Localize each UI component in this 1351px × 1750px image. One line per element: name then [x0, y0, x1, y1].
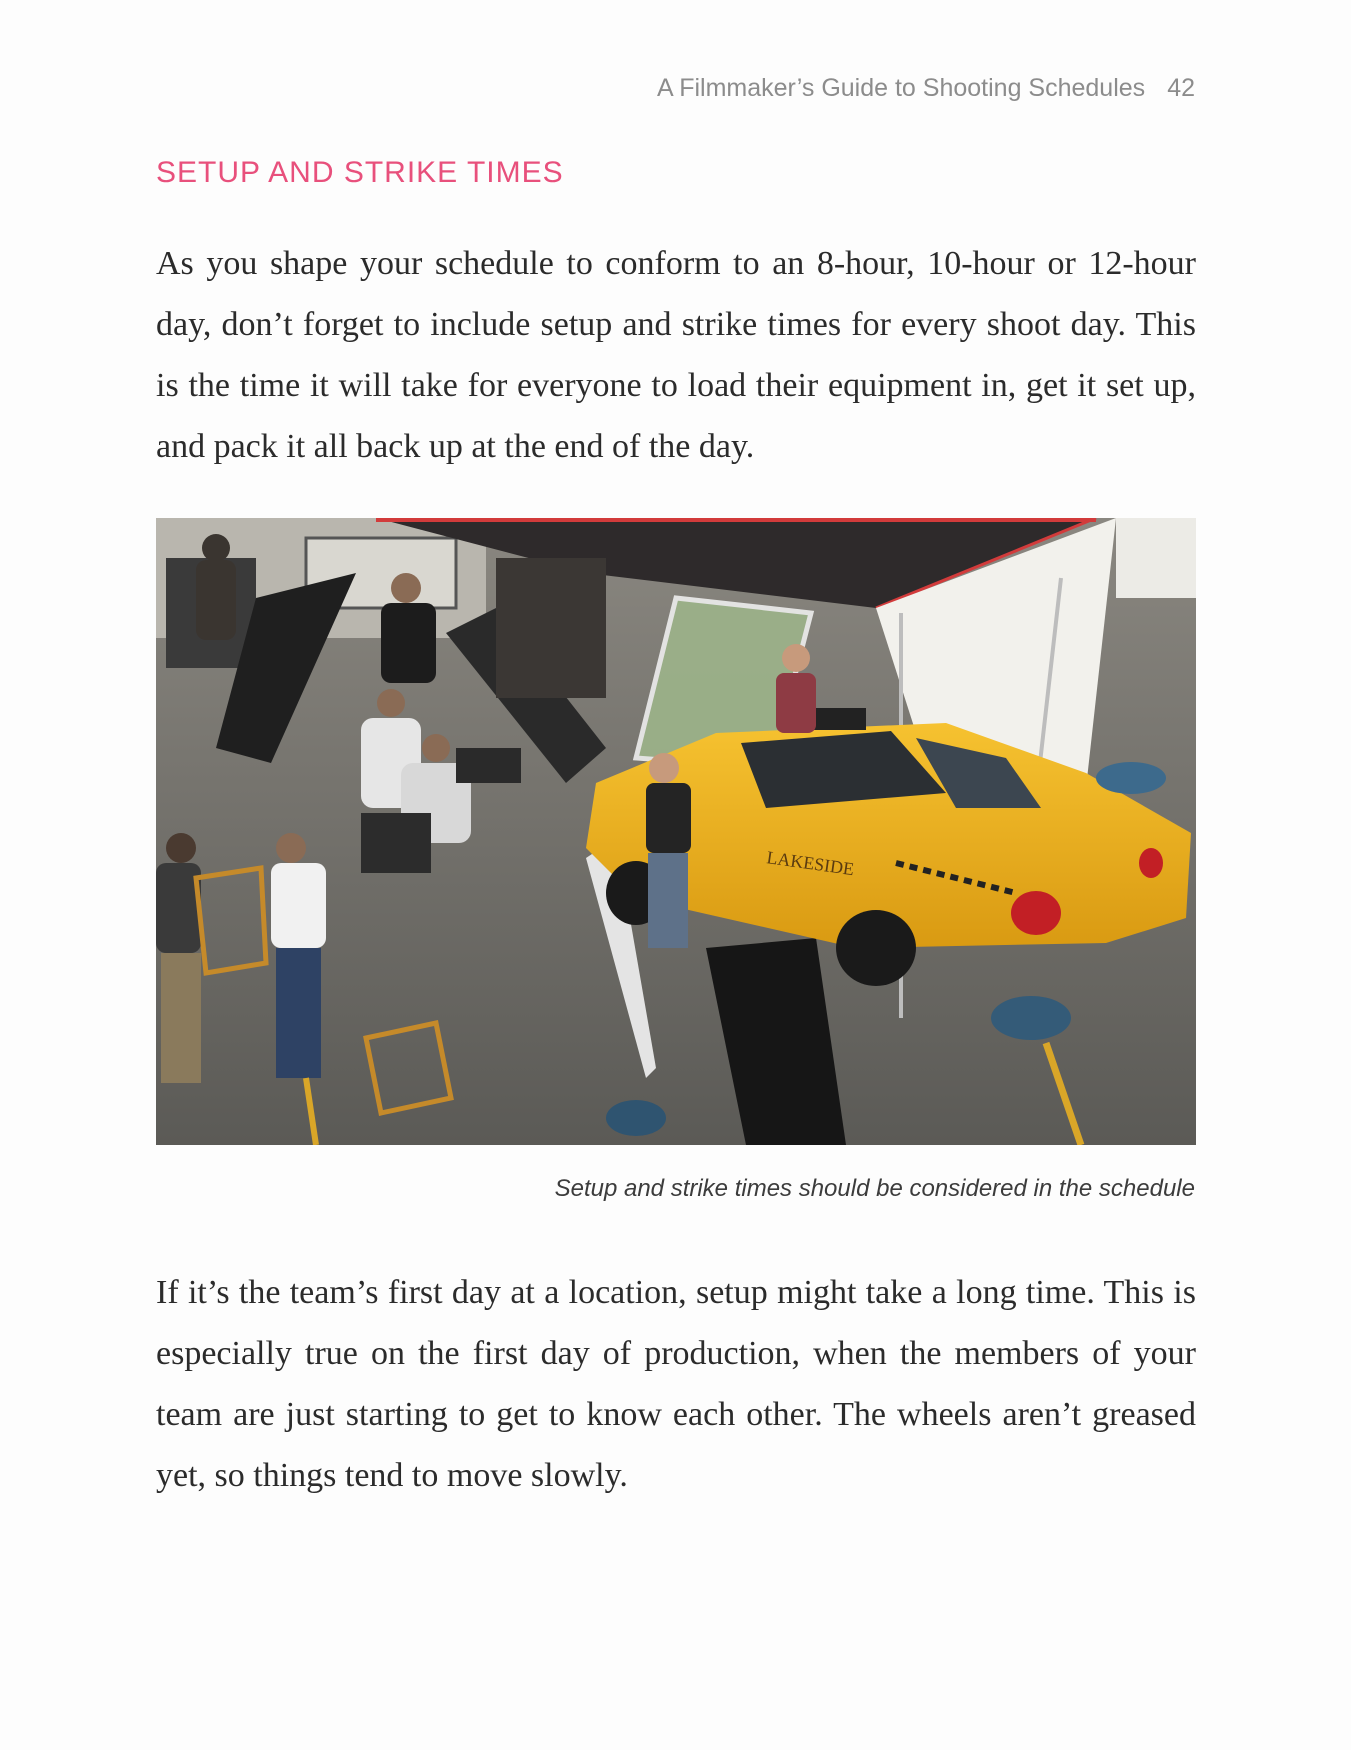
page-number: 42: [1167, 74, 1195, 102]
book-title: A Filmmaker’s Guide to Shooting Schedules: [656, 74, 1146, 102]
taxi-door-lettering: LAKESIDE: [765, 847, 856, 880]
running-header: [657, 74, 1195, 103]
figure-caption: Setup and strike times should be considered in the schedule: [554, 1175, 1195, 1202]
section-heading: SETUP AND STRIKE TIMES: [156, 156, 564, 189]
body-paragraph-2: If it’s the team’s first day at a location, setup might take a long time. This is especially true on the first day of production, when the members of your team are just starting to get to know each other. The wheels aren’t greased yet, so things tend to move slowly.: [156, 1274, 1196, 1494]
body-paragraph-1: As you shape your schedule to conform to an 8-hour, 10-hour or 12-hour day, don’t forget to include setup and strike times for every shoot day. This is the time it will take for everyone to load their equipment in, get it set up, and pack it all back up at the end of the day.: [156, 245, 1196, 465]
film-set-photo: [156, 518, 1196, 1145]
